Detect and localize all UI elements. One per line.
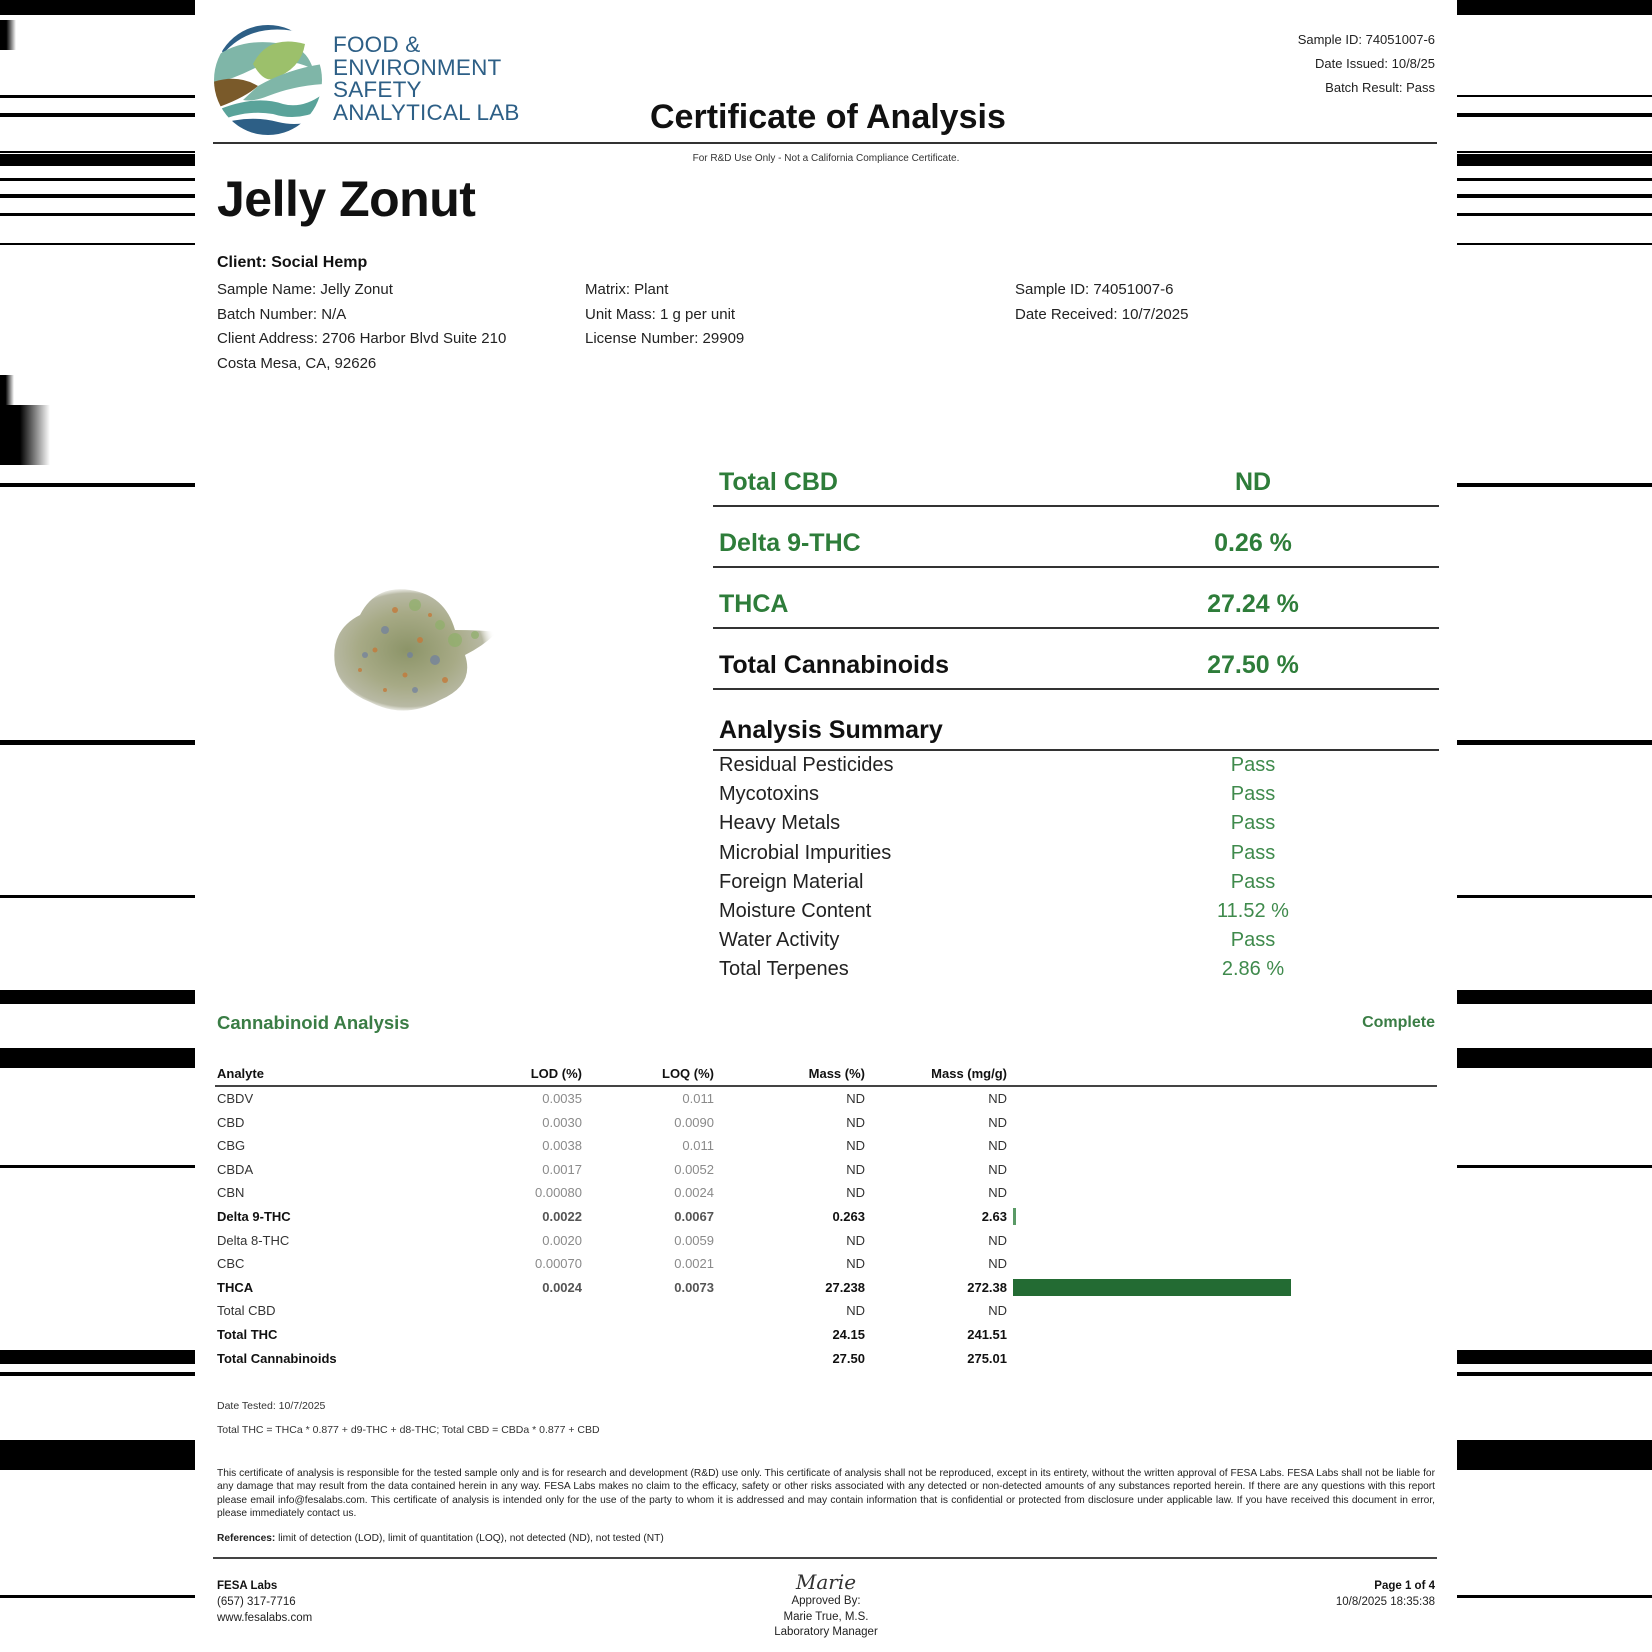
summary-row	[713, 751, 1439, 780]
potency-row-delta9-thc	[713, 507, 1439, 568]
cell-mass-pct: ND	[846, 1232, 865, 1248]
cell-loq: 0.011	[682, 1138, 714, 1154]
fesa-logo-icon	[213, 24, 323, 136]
mass-bar-delta9-thc	[1013, 1208, 1016, 1225]
cell-mass-pct: 27.50	[832, 1350, 865, 1366]
cell-loq: 0.0073	[674, 1279, 714, 1295]
table-row	[215, 1299, 1437, 1323]
summary-row	[713, 897, 1439, 926]
cell-mass-mg: ND	[988, 1091, 1007, 1106]
cell-mass-mg: ND	[988, 1185, 1007, 1201]
cell-loq: 0.011	[682, 1091, 714, 1106]
column-header-lod: LOD (%)	[530, 1066, 582, 1081]
document-title: Certificate of Analysis	[650, 98, 1006, 136]
cell-mass-pct: ND	[846, 1138, 865, 1154]
cell-analyte: CBDA	[217, 1161, 254, 1177]
sample-name: Sample Name: Jelly Zonut	[217, 281, 393, 298]
cell-loq: 0.0059	[674, 1232, 714, 1248]
table-row	[215, 1087, 1437, 1111]
cannabinoid-analysis-title: Cannabinoid Analysis	[217, 1012, 410, 1033]
cell-mass-mg: ND	[988, 1114, 1007, 1130]
footer-timestamp: 10/8/2025 18:35:38	[1335, 1596, 1435, 1608]
header-divider	[213, 142, 1437, 144]
cell-analyte: Delta 8-THC	[217, 1232, 290, 1248]
potency-row-total-cannabinoids	[713, 629, 1439, 690]
potency-label: THCA	[719, 590, 789, 618]
approver-title: Laboratory Manager	[774, 1626, 878, 1638]
summary-label: Total Terpenes	[719, 958, 849, 981]
header-meta	[1298, 28, 1435, 100]
unit-mass: Unit Mass: 1 g per unit	[585, 305, 736, 323]
table-row	[215, 1229, 1437, 1253]
potency-value: 27.50 %	[1207, 651, 1299, 679]
cell-analyte: Total Cannabinoids	[217, 1350, 337, 1366]
table-row	[215, 1252, 1437, 1276]
date-received: Date Received: 10/7/2025	[1015, 305, 1189, 323]
potency-row-total-cbd	[713, 464, 1439, 507]
potency-label: Total Cannabinoids	[719, 651, 950, 679]
cell-analyte: Total THC	[217, 1326, 278, 1342]
potency-label: Total CBD	[719, 468, 838, 496]
cell-mass-mg: ND	[988, 1161, 1007, 1177]
summary-row	[713, 955, 1439, 984]
cell-mass-mg: ND	[988, 1138, 1007, 1154]
cell-analyte: Total CBD	[217, 1303, 276, 1319]
cell-mass-pct: ND	[846, 1161, 865, 1177]
cannabinoid-analysis-status: Complete	[1362, 1014, 1435, 1031]
approver-signature: Marie	[795, 1570, 857, 1594]
analysis-summary-heading	[713, 690, 1439, 751]
table-header	[215, 1063, 1437, 1087]
potency-summary	[713, 464, 1439, 985]
table-row	[215, 1158, 1437, 1182]
mass-bar-thca	[1013, 1279, 1291, 1296]
references-text: limit of detection (LOD), limit of quantitation (LOQ), not detected (ND), not tested (NT)	[275, 1533, 664, 1544]
summary-value: Pass	[1230, 783, 1276, 806]
cell-analyte: CBD	[217, 1114, 245, 1130]
analysis-summary-title: Analysis Summary	[719, 716, 943, 744]
summary-row	[713, 809, 1439, 838]
header-batch-result: Batch Result: Pass	[1325, 80, 1435, 95]
table-row	[215, 1323, 1437, 1347]
footer-page-info	[1336, 1578, 1435, 1610]
summary-label: Foreign Material	[719, 870, 864, 893]
cell-lod: 0.0020	[542, 1232, 582, 1248]
column-header-mass-pct: Mass (%)	[808, 1066, 865, 1081]
cell-mass-mg: ND	[988, 1256, 1007, 1272]
product-photo	[315, 570, 505, 720]
potency-value: 0.26 %	[1214, 529, 1292, 557]
rd-disclaimer: For R&D Use Only - Not a California Compliance Certificate.	[692, 153, 960, 164]
summary-label: Water Activity	[719, 929, 840, 952]
cell-mass-pct: 27.238	[825, 1279, 865, 1295]
cell-lod: 0.0030	[542, 1114, 582, 1130]
sample-id: Sample ID: 74051007-6	[1015, 281, 1174, 298]
sample-info-column-1	[217, 278, 506, 376]
scan-edge-right	[1457, 0, 1652, 1652]
cell-lod: 0.0035	[542, 1091, 582, 1106]
summary-row	[713, 839, 1439, 868]
total-formula: Total THC = THCa * 0.877 + d9-THC + d8-THC; Total CBD = CBDa * 0.877 + CBD	[217, 1424, 600, 1436]
cell-mass-pct: ND	[846, 1256, 865, 1272]
column-header-mass-mg: Mass (mg/g)	[931, 1066, 1007, 1081]
potency-label: Delta 9-THC	[719, 529, 861, 557]
summary-value: 2.86 %	[1221, 958, 1285, 981]
client-name: Client: Social Hemp	[217, 254, 368, 271]
summary-label: Mycotoxins	[719, 783, 820, 806]
table-row	[215, 1276, 1437, 1300]
cell-analyte: Delta 9-THC	[217, 1208, 291, 1224]
column-header-loq: LOQ (%)	[662, 1066, 714, 1081]
references-label: References:	[217, 1533, 276, 1544]
footer-website-link[interactable]: www.fesalabs.com	[217, 1612, 313, 1624]
lab-name-logotype	[333, 34, 520, 124]
potency-value: 27.24 %	[1207, 590, 1299, 618]
summary-label: Moisture Content	[719, 899, 872, 922]
logo-line: ENVIRONMENT	[333, 54, 502, 80]
matrix: Matrix: Plant	[585, 281, 669, 298]
client-address: Client Address: 2706 Harbor Blvd Suite 210	[217, 330, 507, 347]
summary-value: Pass	[1230, 841, 1276, 864]
cell-mass-mg: ND	[988, 1303, 1007, 1319]
cell-mass-mg: 272.38	[967, 1279, 1007, 1295]
cell-analyte: CBG	[217, 1138, 246, 1154]
summary-label: Microbial Impurities	[719, 841, 892, 864]
cell-loq: 0.0090	[674, 1114, 714, 1130]
summary-row	[713, 868, 1439, 897]
table-row	[215, 1205, 1437, 1229]
cell-analyte: CBN	[217, 1185, 245, 1201]
cell-mass-pct: 0.263	[832, 1208, 865, 1224]
summary-value: Pass	[1230, 870, 1276, 893]
license-number: License Number: 29909	[585, 330, 745, 347]
cell-lod: 0.0022	[542, 1208, 582, 1224]
table-row	[215, 1111, 1437, 1135]
legal-disclaimer: This certificate of analysis is responsible for the tested sample only and is for research and development (R&D) use only. This certificate of analysis shall not be reproduced, except in its entirety, without the written approval of FESA Labs. FESA Labs shall not be liable for any damage that may result from the data contained herein in any way. FESA Labs makes no claim to the efficacy, safety or other risks associated with any detected or non-detected amounts of any substances reported herein. If there are any questions with this report please email info@fesalabs.com. This certificate of analysis is intended only for the use of the party to whom it is addressed and may contain information that is confidential or protected from disclosure under applicable law. If you have received this document in error, please immediately contact us.	[217, 1468, 1435, 1519]
page-number: Page 1 of 4	[1374, 1580, 1435, 1592]
logo-line: ANALYTICAL LAB	[333, 99, 520, 125]
potency-value: ND	[1234, 468, 1272, 496]
logo-line: FOOD &	[333, 32, 421, 57]
summary-label: Residual Pesticides	[719, 754, 894, 776]
batch-number: Batch Number: N/A	[217, 305, 347, 323]
summary-label: Heavy Metals	[719, 812, 841, 835]
references	[217, 1533, 664, 1544]
cell-mass-mg: ND	[988, 1232, 1007, 1248]
cell-mass-mg: 241.51	[967, 1326, 1007, 1342]
cell-lod: 0.00080	[535, 1185, 582, 1201]
footer-divider	[213, 1557, 1437, 1559]
cell-mass-pct: 24.15	[832, 1326, 865, 1342]
approved-by-label: Approved By:	[791, 1595, 861, 1607]
cell-mass-pct: ND	[846, 1303, 865, 1319]
cell-lod: 0.00070	[535, 1256, 582, 1272]
cell-mass-pct: ND	[846, 1185, 865, 1201]
cell-loq: 0.0067	[674, 1208, 714, 1224]
client-city: Costa Mesa, CA, 92626	[217, 354, 377, 372]
header-date-issued: Date Issued: 10/8/25	[1315, 56, 1435, 71]
footer-lab-info	[217, 1578, 312, 1626]
summary-row	[713, 926, 1439, 955]
summary-value: Pass	[1230, 754, 1276, 776]
cell-loq: 0.0021	[674, 1256, 714, 1272]
cell-analyte: CBDV	[217, 1091, 254, 1106]
scan-edge-left	[0, 0, 195, 1652]
table-row	[215, 1181, 1437, 1205]
logo-line: SAFETY	[333, 77, 422, 102]
product-name: Jelly Zonut	[217, 171, 476, 227]
cell-mass-mg: 275.01	[967, 1350, 1007, 1366]
approver-name: Marie True, M.S.	[783, 1610, 869, 1623]
cell-lod: 0.0024	[542, 1279, 582, 1295]
cell-analyte: CBC	[217, 1256, 245, 1272]
footer-phone: (657) 317-7716	[217, 1596, 296, 1608]
table-row	[215, 1347, 1437, 1371]
column-header-analyte: Analyte	[217, 1066, 264, 1081]
sample-info-column-3	[1015, 278, 1188, 327]
cell-lod: 0.0038	[542, 1138, 582, 1154]
header-sample-id: Sample ID: 74051007-6	[1297, 32, 1435, 47]
cell-loq: 0.0024	[674, 1185, 714, 1201]
cell-mass-pct: ND	[846, 1091, 865, 1106]
summary-value: Pass	[1230, 812, 1276, 835]
footer-lab-name: FESA Labs	[217, 1580, 278, 1592]
cell-mass-mg: 2.63	[981, 1208, 1007, 1224]
date-tested: Date Tested: 10/7/2025	[217, 1400, 326, 1412]
summary-value: Pass	[1230, 929, 1276, 952]
cannabinoid-table	[215, 1063, 1437, 1370]
footer-approval	[701, 1570, 951, 1641]
cell-mass-pct: ND	[846, 1114, 865, 1130]
potency-row-thca	[713, 568, 1439, 629]
cell-analyte: THCA	[217, 1279, 254, 1295]
certificate-page	[195, 0, 1457, 1652]
cell-loq: 0.0052	[674, 1161, 714, 1177]
summary-row	[713, 780, 1439, 809]
sample-info-column-2	[585, 278, 744, 352]
cell-lod: 0.0017	[542, 1161, 582, 1177]
table-row	[215, 1134, 1437, 1158]
summary-value: 11.52 %	[1217, 899, 1289, 922]
